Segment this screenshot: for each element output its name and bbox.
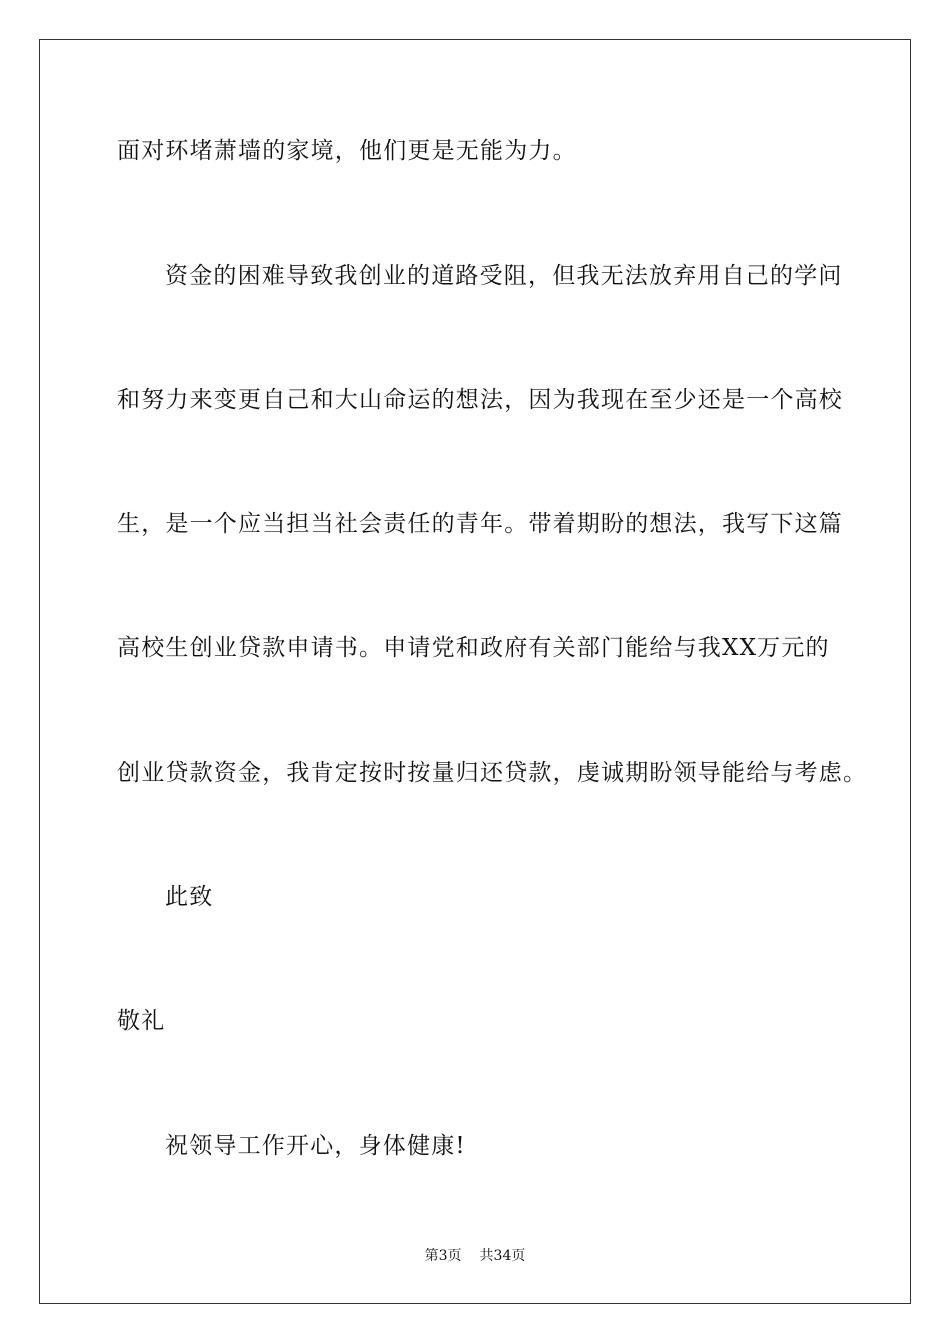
- paragraph-line-3: 生，是一个应当担当社会责任的青年。带着期盼的想法，我写下这篇: [117, 511, 843, 537]
- closing-phrase: 此致: [165, 884, 214, 910]
- body-line-1: 面对环堵萧墙的家境，他们更是无能为力。: [117, 138, 577, 164]
- page-number: 第3页: [424, 1248, 462, 1264]
- paragraph-line-4: 高校生创业贷款申请书。申请党和政府有关部门能给与我XX万元的: [117, 635, 830, 661]
- salutation: 敬礼: [117, 1008, 166, 1034]
- page-total: 共34页: [479, 1248, 526, 1264]
- page-footer: [0, 1246, 950, 1266]
- wish-line: 祝领导工作开心，身体健康!: [165, 1133, 466, 1159]
- paragraph-line-1: 资金的困难导致我创业的道路受阻，但我无法放弃用自己的学问: [165, 263, 843, 289]
- paragraph-line-2: 和努力来变更自己和大山命运的想法，因为我现在至少还是一个高校: [117, 387, 843, 413]
- paragraph-line-5: 创业贷款资金，我肯定按时按量归还贷款，虔诚期盼领导能给与考虑。: [117, 760, 868, 786]
- page-border: [39, 39, 911, 1304]
